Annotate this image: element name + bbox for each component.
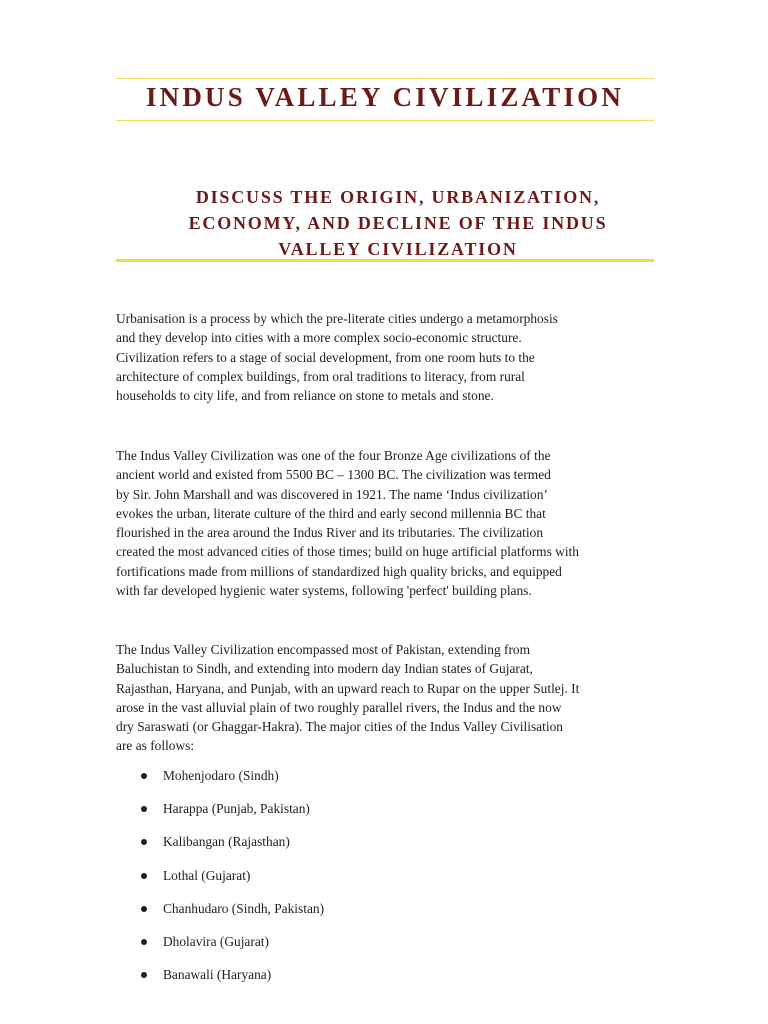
- text-line: and they develop into cities with a more complex socio-economic structure.: [116, 330, 522, 346]
- text-line: created the most advanced cities of those times; build on huge artificial platforms with: [116, 544, 579, 560]
- list-item: [116, 965, 324, 998]
- text-line: are as follows:: [116, 738, 195, 754]
- paragraph-extent: [116, 640, 661, 756]
- bullet-icon: [141, 972, 147, 978]
- page-title: INDUS VALLEY CIVILIZATION: [145, 82, 625, 112]
- text-line: with far developed hygienic water systems, following 'perfect' building plans.: [116, 583, 532, 599]
- city-name: Lothal (Gujarat): [163, 867, 251, 883]
- text-line: fortifications made from millions of standardized high quality bricks, and equipped: [116, 563, 562, 579]
- title-bottom-rule: [116, 120, 654, 121]
- text-line: The Indus Valley Civilization encompassed most of Pakistan, extending from: [116, 642, 531, 657]
- city-name: Banawali (Haryana): [163, 967, 272, 983]
- text-line: arose in the vast alluvial plain of two roughly parallel rivers, the Indus and the now: [116, 699, 562, 715]
- city-name: Mohenjodaro (Sindh): [163, 768, 279, 783]
- title-top-rule: [116, 78, 654, 79]
- text-line: Baluchistan to Sindh, and extending into modern day Indian states of Gujarat,: [116, 661, 533, 677]
- bullet-icon: [141, 806, 147, 812]
- city-name: Dholavira (Gujarat): [163, 933, 269, 949]
- text-line: flourished in the area around the Indus River and its tributaries. The civilization: [116, 525, 544, 541]
- text-line: Urbanisation is a process by which the pre-literate cities undergo a metamorphosis: [116, 311, 558, 326]
- text-line: The Indus Valley Civilization was one of the four Bronze Age civilizations of the: [116, 448, 551, 463]
- list-item: [116, 932, 324, 965]
- list-item: [116, 799, 324, 832]
- list-item: [116, 899, 324, 932]
- list-item: [116, 832, 324, 865]
- text-line: ancient world and existed from 5500 BC – 1300 BC. The civilization was termed: [116, 467, 551, 483]
- section-heading-line: VALLEY CIVILIZATION: [278, 239, 518, 259]
- text-line: households to city life, and from reliance on stone to metals and stone.: [116, 388, 494, 404]
- text-line: Civilization refers to a stage of social development, from one room huts to the: [116, 349, 535, 365]
- text-line: Rajasthan, Haryana, and Punjab, with an upward reach to Rupar on the upper Sutlej. It: [116, 680, 580, 696]
- text-line: by Sir. John Marshall and was discovered in 1921. The name ‘Indus civilization’: [116, 486, 548, 502]
- bullet-icon: [141, 839, 147, 845]
- bullet-icon: [141, 939, 147, 945]
- city-name: Harappa (Punjab, Pakistan): [163, 801, 310, 817]
- bullet-icon: [141, 906, 147, 912]
- cities-list: [116, 766, 324, 998]
- bullet-icon: [141, 773, 147, 779]
- section-heading: [148, 184, 648, 262]
- heading-underline: [116, 259, 654, 262]
- list-item: [116, 766, 324, 799]
- city-name: Chanhudaro (Sindh, Pakistan): [163, 900, 325, 916]
- list-item: [116, 866, 324, 899]
- section-heading-line: DISCUSS THE ORIGIN, URBANIZATION,: [195, 187, 601, 207]
- text-line: dry Saraswati (or Ghaggar-Hakra). The major cities of the Indus Valley Civilisation: [116, 719, 563, 735]
- paragraph-urbanisation: [116, 309, 661, 405]
- paragraph-overview: [116, 446, 661, 600]
- bullet-icon: [141, 873, 147, 879]
- text-line: evokes the urban, literate culture of the third and early second millennia BC that: [116, 505, 546, 521]
- text-line: architecture of complex buildings, from oral traditions to literacy, from rural: [116, 368, 525, 384]
- section-heading-line: ECONOMY, AND DECLINE OF THE INDUS: [188, 213, 608, 233]
- city-name: Kalibangan (Rajasthan): [163, 834, 290, 850]
